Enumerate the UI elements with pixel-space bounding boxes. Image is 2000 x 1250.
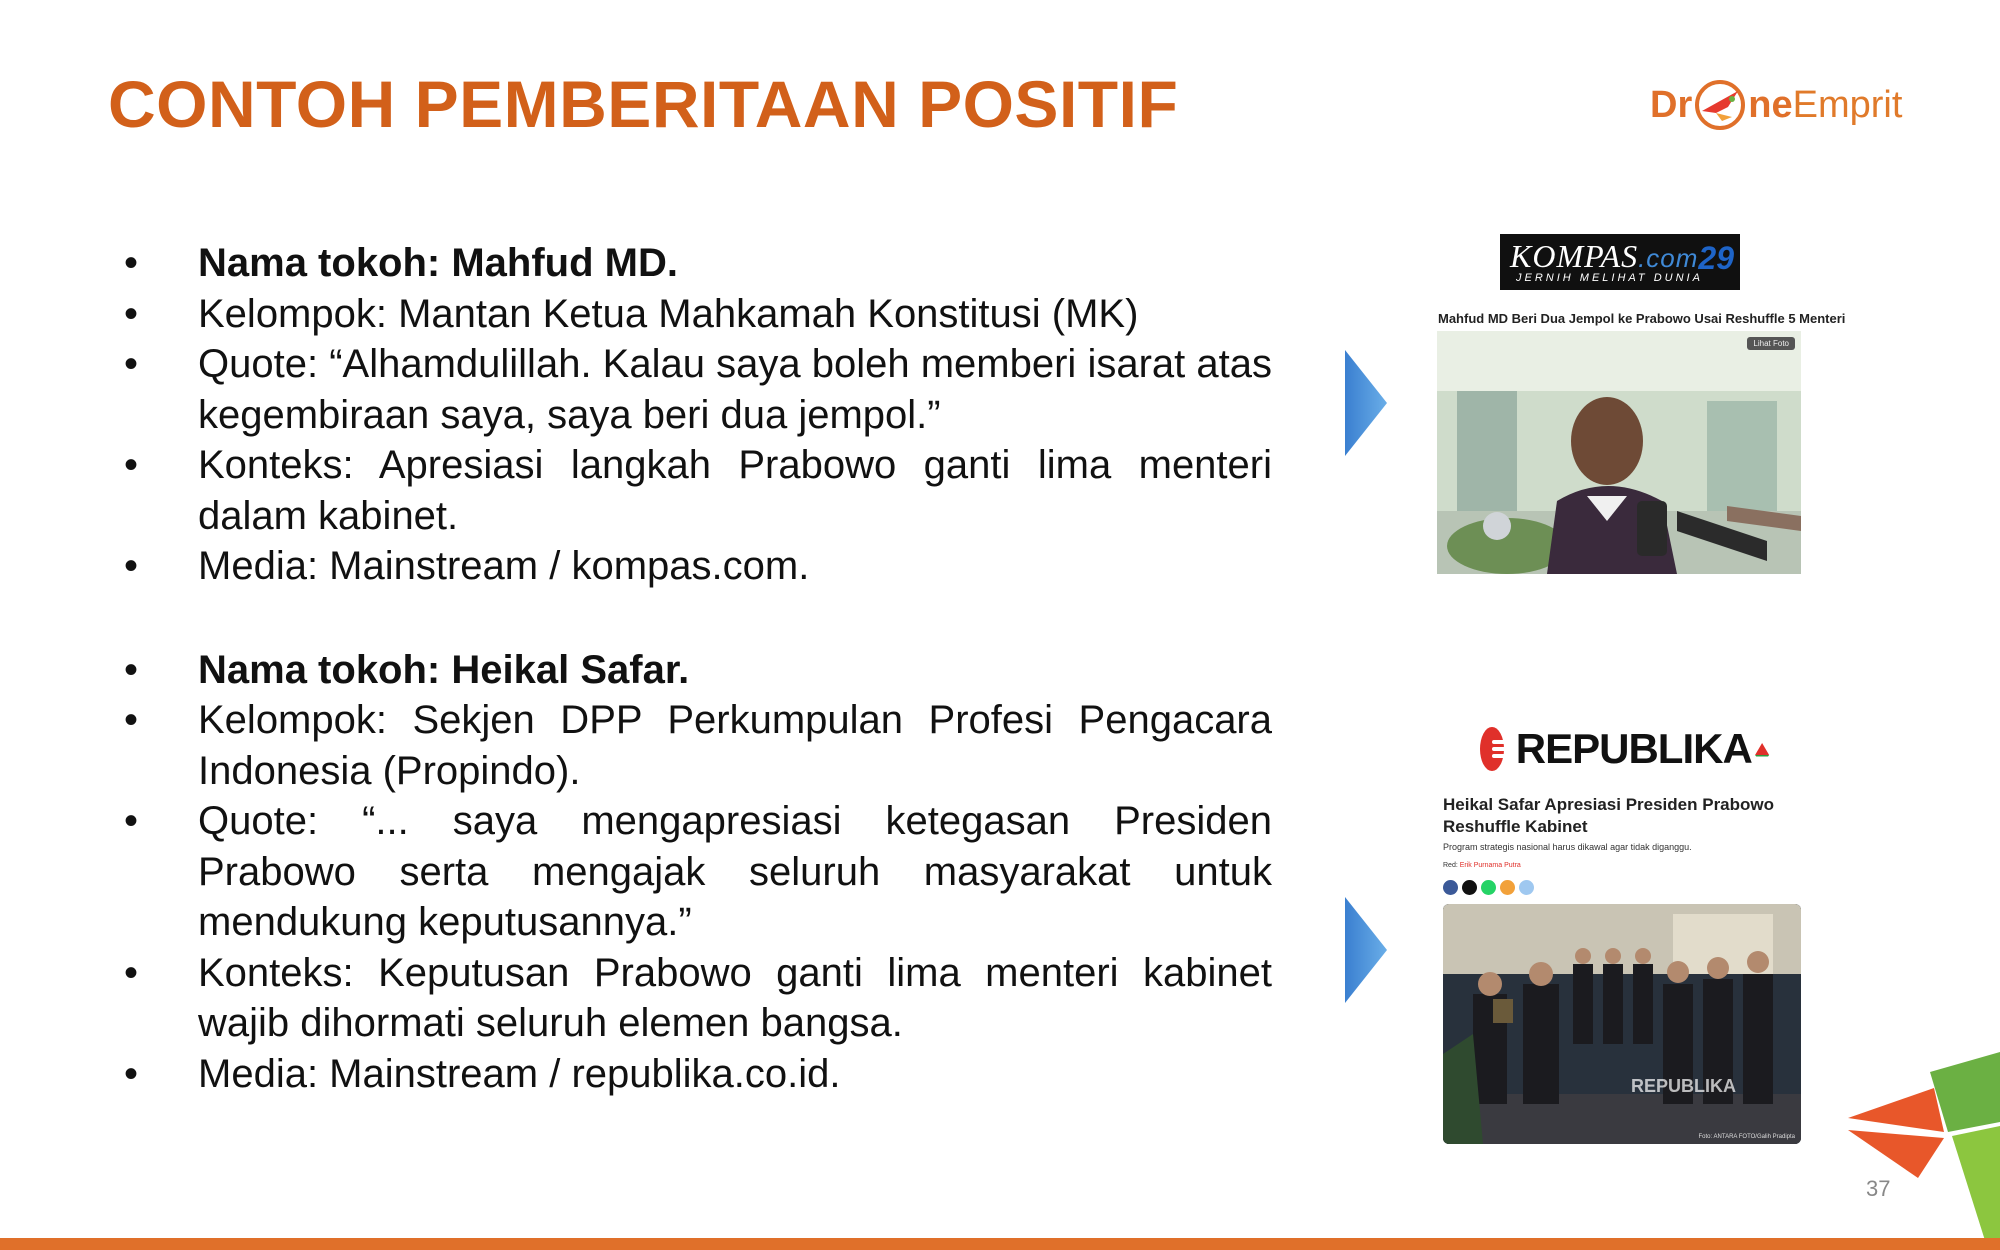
arrow-right-icon — [1345, 897, 1387, 1003]
bullet-media-2: • Media: Mainstream / republika.co.id. — [124, 1051, 841, 1096]
photo-watermark: REPUBLIKA — [1631, 1076, 1737, 1096]
corner-decoration — [1848, 1052, 2000, 1250]
whatsapp-icon[interactable] — [1481, 880, 1496, 895]
slide-title: CONTOH PEMBERITAAN POSITIF — [108, 67, 1179, 141]
mahfud-photo-illustration — [1437, 331, 1801, 574]
kompas-news-photo — [1437, 331, 1801, 574]
emoji-icon[interactable] — [1500, 880, 1515, 895]
logo-text-dr: Dr — [1650, 83, 1693, 126]
bird-logo-icon — [1692, 77, 1748, 133]
republika-news-photo — [1443, 904, 1801, 1144]
kompas-headline: Mahfud MD Beri Dua Jempol ke Prabowo Usai Reshuffle 5 Menteri — [1438, 311, 1846, 326]
arrow-right-icon — [1345, 350, 1387, 456]
photo-caption: Foto: ANTARA FOTO/Galih Pradipta — [1698, 1134, 1795, 1140]
logo-text-emprit: Emprit — [1792, 83, 1903, 126]
facebook-icon[interactable] — [1443, 880, 1458, 895]
bullet-context-2: • Konteks: Keputusan Prabowo ganti lima menteri kabinet wajib dihormati seluruh elemen bangsa. — [124, 950, 1272, 1045]
menu-icon — [1480, 727, 1504, 771]
comment-icon[interactable] — [1519, 880, 1534, 895]
republika-subtitle: Program strategis nasional harus dikawal agar tidak diganggu. — [1443, 842, 1692, 852]
bullet-context-1: • Konteks: Apresiasi langkah Prabowo ganti lima menteri dalam kabinet. — [124, 443, 1272, 538]
republika-headline: Heikal Safar Apresiasi Presiden Prabowo Reshuffle Kabinet — [1443, 795, 1775, 836]
bullet-media-1: • Media: Mainstream / kompas.com. — [124, 544, 810, 588]
bullet-name-2: • Nama tokoh: Heikal Safar. — [124, 647, 690, 692]
x-icon[interactable] — [1462, 880, 1477, 895]
bullet-quote-1: • Quote: “Alhamdulillah. Kalau saya boleh memberi isarat atas kegembiraan saya, saya beri dua jempol.” — [124, 342, 1272, 437]
watermelon-icon — [1754, 734, 1770, 764]
inauguration-photo-illustration — [1443, 904, 1801, 1144]
bottom-bar — [0, 1238, 2000, 1250]
bullet-quote-2: • Quote: “... saya mengapresiasi ketegasan Presiden Prabowo serta mengajak seluruh masyarakat untuk mendukung keputusannya.” — [124, 799, 1272, 944]
republika-editor: Red: Erik Purnama Putra — [1443, 862, 1521, 869]
kompas-logo: KOMPAS.com 29 JERNIH MELIHAT DUNIA — [1500, 234, 1740, 290]
view-photo-button[interactable]: Lihat Foto — [1747, 337, 1795, 350]
bullet-list — [120, 238, 1272, 1099]
bullet-group-1: • Kelompok: Mantan Ketua Mahkamah Konstitusi (MK) — [124, 291, 1139, 336]
page-number: 37 — [1866, 1176, 1891, 1201]
drone-emprit-logo — [1650, 72, 1915, 138]
republika-logo: REPUBLIKA — [1480, 724, 1770, 774]
bullet-name-1: • Nama tokoh: Mahfud MD. — [124, 241, 678, 285]
logo-text-ne: ne — [1748, 83, 1793, 126]
bullet-group-2: • Kelompok: Sekjen DPP Perkumpulan Profesi Pengacara Indonesia (Propindo). — [124, 698, 1272, 793]
